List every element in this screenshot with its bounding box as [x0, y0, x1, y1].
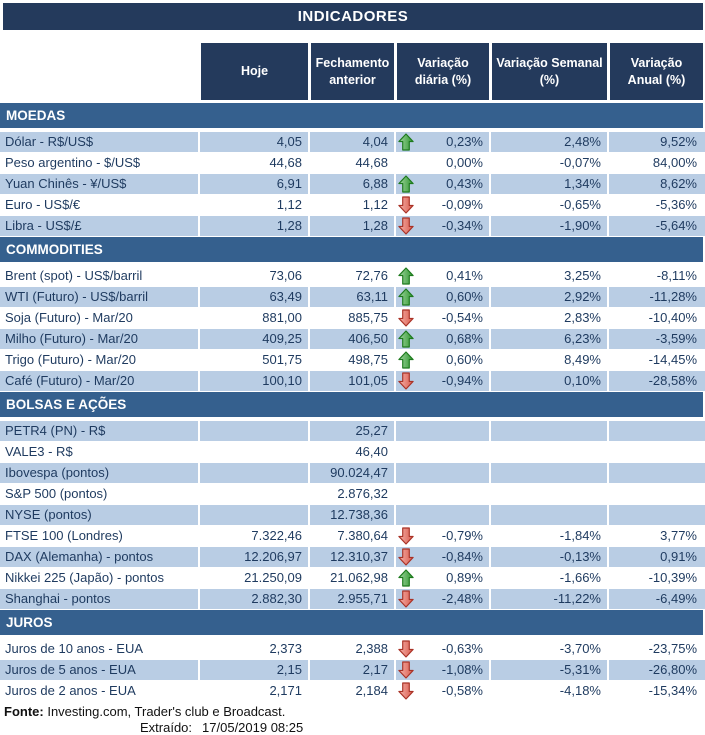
cell-variacao-semanal: -11,22% [489, 589, 607, 609]
cell-variacao-semanal: 0,10% [489, 371, 607, 391]
variacao-diaria-value: -0,34% [441, 218, 483, 233]
cell-fechamento-anterior: 12.310,37 [308, 547, 394, 567]
cell-variacao-diaria [394, 350, 489, 370]
cell-fechamento-anterior: 25,27 [308, 421, 394, 441]
cell-hoje: 21.250,09 [198, 568, 308, 588]
variacao-diaria-value: 0,00% [446, 155, 483, 170]
trend-arrow-slot [396, 351, 416, 369]
table-row [0, 505, 705, 526]
cell-variacao-semanal [489, 505, 607, 525]
cell-fechamento-anterior: 2,388 [308, 639, 394, 659]
cell-variacao-semanal: -0,07% [489, 153, 607, 173]
cell-variacao-anual: -8,11% [607, 266, 703, 286]
cell-fechamento-anterior: 885,75 [308, 308, 394, 328]
cell-hoje: 1,28 [198, 216, 308, 236]
cell-variacao-anual: 84,00% [607, 153, 703, 173]
table-row [0, 153, 705, 174]
down-arrow-icon [398, 661, 414, 679]
cell-fechamento-anterior: 21.062,98 [308, 568, 394, 588]
cell-variacao-diaria [394, 308, 489, 328]
section-header-moedas: MOEDAS [0, 103, 703, 128]
cell-hoje: 63,49 [198, 287, 308, 307]
cell-hoje: 73,06 [198, 266, 308, 286]
up-arrow-icon [398, 330, 414, 348]
down-arrow-icon [398, 590, 414, 608]
row-label: Yuan Chinês - ¥/US$ [5, 176, 127, 191]
cell-hoje: 44,68 [198, 153, 308, 173]
column-header-fechamento-anterior: Fechamento anterior [308, 43, 394, 100]
extracted-line [0, 720, 705, 735]
trend-arrow-slot [396, 661, 416, 679]
trend-arrow-slot [396, 569, 416, 587]
trend-arrow-slot [396, 682, 416, 700]
cell-variacao-diaria [394, 266, 489, 286]
row-label: Libra - US$/£ [5, 218, 82, 233]
cell-hoje [198, 484, 308, 504]
cell-fechamento-anterior: 12.738,36 [308, 505, 394, 525]
cell-variacao-diaria [394, 421, 489, 441]
trend-arrow-slot [396, 309, 416, 327]
extracted-label: Extraído: [140, 720, 193, 735]
cell-variacao-anual [607, 505, 703, 525]
table-row [0, 329, 705, 350]
cell-variacao-diaria [394, 589, 489, 609]
cell-fechamento-anterior: 6,88 [308, 174, 394, 194]
column-header-variacao-anual: Variação Anual (%) [607, 43, 703, 100]
cell-fechamento-anterior: 1,28 [308, 216, 394, 236]
down-arrow-icon [398, 548, 414, 566]
row-label: Soja (Futuro) - Mar/20 [5, 310, 133, 325]
page-title: INDICADORES [3, 3, 703, 30]
row-label: Milho (Futuro) - Mar/20 [5, 331, 138, 346]
cell-variacao-anual: -3,59% [607, 329, 703, 349]
row-label: Ibovespa (pontos) [5, 465, 110, 480]
footer [0, 704, 705, 735]
table-row [0, 547, 705, 568]
up-arrow-icon [398, 267, 414, 285]
cell-variacao-anual: 3,77% [607, 526, 703, 546]
cell-variacao-diaria [394, 442, 489, 462]
cell-variacao-semanal: -4,18% [489, 681, 607, 701]
cell-variacao-diaria [394, 526, 489, 546]
table-row [0, 421, 705, 442]
cell-hoje: 7.322,46 [198, 526, 308, 546]
variacao-diaria-value: 0,23% [446, 134, 483, 149]
cell-fechamento-anterior: 4,04 [308, 132, 394, 152]
column-header-hoje: Hoje [198, 43, 308, 100]
table-row [0, 174, 705, 195]
variacao-diaria-value: 0,60% [446, 352, 483, 367]
row-label: Juros de 5 anos - EUA [5, 662, 136, 677]
row-label: S&P 500 (pontos) [5, 486, 108, 501]
table-row [0, 526, 705, 547]
cell-variacao-anual: 0,91% [607, 547, 703, 567]
column-header-variacao-diaria: Variação diária (%) [394, 43, 489, 100]
cell-hoje: 2,373 [198, 639, 308, 659]
cell-hoje: 2,171 [198, 681, 308, 701]
cell-variacao-anual: -6,49% [607, 589, 703, 609]
cell-variacao-diaria [394, 681, 489, 701]
row-label: VALE3 - R$ [5, 444, 73, 459]
variacao-diaria-value: -2,48% [441, 591, 483, 606]
cell-variacao-diaria [394, 153, 489, 173]
cell-variacao-semanal: 8,49% [489, 350, 607, 370]
trend-arrow-slot [396, 267, 416, 285]
up-arrow-icon [398, 569, 414, 587]
variacao-diaria-value: 0,89% [446, 570, 483, 585]
variacao-diaria-value: -1,08% [441, 662, 483, 677]
cell-variacao-anual: -23,75% [607, 639, 703, 659]
down-arrow-icon [398, 309, 414, 327]
table-row [0, 350, 705, 371]
row-label: Shanghai - pontos [5, 591, 111, 606]
trend-arrow-slot [396, 133, 416, 151]
table-row [0, 639, 705, 660]
cell-variacao-diaria [394, 132, 489, 152]
cell-fechamento-anterior: 1,12 [308, 195, 394, 215]
table-row [0, 308, 705, 329]
down-arrow-icon [398, 196, 414, 214]
cell-variacao-anual: -11,28% [607, 287, 703, 307]
cell-hoje: 501,75 [198, 350, 308, 370]
cell-hoje: 881,00 [198, 308, 308, 328]
row-label: Trigo (Futuro) - Mar/20 [5, 352, 136, 367]
up-arrow-icon [398, 133, 414, 151]
table-row [0, 589, 705, 610]
cell-variacao-diaria [394, 505, 489, 525]
cell-variacao-anual: -5,64% [607, 216, 703, 236]
cell-fechamento-anterior: 2,17 [308, 660, 394, 680]
row-label: FTSE 100 (Londres) [5, 528, 123, 543]
cell-variacao-diaria [394, 547, 489, 567]
cell-variacao-anual: 9,52% [607, 132, 703, 152]
cell-variacao-semanal: -1,84% [489, 526, 607, 546]
cell-variacao-semanal: 3,25% [489, 266, 607, 286]
cell-variacao-anual: -26,80% [607, 660, 703, 680]
row-label: Café (Futuro) - Mar/20 [5, 373, 135, 388]
table-body [0, 103, 705, 702]
cell-hoje [198, 505, 308, 525]
cell-variacao-anual: -10,39% [607, 568, 703, 588]
header-corner-spacer [0, 43, 198, 100]
cell-hoje: 4,05 [198, 132, 308, 152]
table-row [0, 681, 705, 702]
cell-variacao-anual [607, 442, 703, 462]
table-row [0, 660, 705, 681]
cell-fechamento-anterior: 101,05 [308, 371, 394, 391]
row-label: Nikkei 225 (Japão) - pontos [5, 570, 164, 585]
cell-variacao-semanal [489, 442, 607, 462]
cell-hoje [198, 442, 308, 462]
cell-variacao-diaria [394, 371, 489, 391]
section-header-bolsas-e-acoes: BOLSAS E AÇÕES [0, 392, 703, 417]
section-header-juros: JUROS [0, 610, 703, 635]
cell-fechamento-anterior: 44,68 [308, 153, 394, 173]
cell-variacao-semanal: -1,90% [489, 216, 607, 236]
cell-variacao-anual: 8,62% [607, 174, 703, 194]
extracted-timestamp: 17/05/2019 08:25 [202, 720, 304, 735]
cell-variacao-anual [607, 421, 703, 441]
cell-variacao-anual [607, 484, 703, 504]
source-text: Investing.com, Trader's club e Broadcast. [47, 704, 286, 719]
cell-variacao-semanal: -1,66% [489, 568, 607, 588]
row-label: Juros de 2 anos - EUA [5, 683, 136, 698]
trend-arrow-slot [396, 217, 416, 235]
trend-arrow-slot [396, 288, 416, 306]
column-header-variacao-semanal: Variação Semanal (%) [489, 43, 607, 100]
variacao-diaria-value: 0,43% [446, 176, 483, 191]
cell-hoje: 6,91 [198, 174, 308, 194]
trend-arrow-slot [396, 527, 416, 545]
cell-variacao-semanal [489, 484, 607, 504]
row-label: PETR4 (PN) - R$ [5, 423, 106, 438]
cell-fechamento-anterior: 90.024,47 [308, 463, 394, 483]
cell-fechamento-anterior: 2,184 [308, 681, 394, 701]
cell-variacao-diaria [394, 463, 489, 483]
table-row [0, 463, 705, 484]
cell-variacao-semanal: 2,92% [489, 287, 607, 307]
source-line [0, 704, 705, 720]
cell-variacao-anual [607, 463, 703, 483]
variacao-diaria-value: -0,09% [441, 197, 483, 212]
section-header-commodities: COMMODITIES [0, 237, 703, 262]
table-row [0, 287, 705, 308]
cell-fechamento-anterior: 2.955,71 [308, 589, 394, 609]
trend-arrow-slot [396, 548, 416, 566]
cell-variacao-anual: -14,45% [607, 350, 703, 370]
variacao-diaria-value: -0,54% [441, 310, 483, 325]
cell-variacao-diaria [394, 568, 489, 588]
row-label: DAX (Alemanha) - pontos [5, 549, 154, 564]
cell-variacao-semanal [489, 463, 607, 483]
up-arrow-icon [398, 351, 414, 369]
cell-variacao-semanal: 6,23% [489, 329, 607, 349]
cell-hoje [198, 463, 308, 483]
cell-hoje: 2.882,30 [198, 589, 308, 609]
trend-arrow-slot [396, 175, 416, 193]
cell-fechamento-anterior: 2.876,32 [308, 484, 394, 504]
table-row [0, 484, 705, 505]
cell-variacao-diaria [394, 195, 489, 215]
cell-hoje [198, 421, 308, 441]
cell-variacao-anual: -10,40% [607, 308, 703, 328]
cell-variacao-diaria [394, 660, 489, 680]
indicators-sheet [0, 3, 705, 735]
table-row [0, 216, 705, 237]
cell-hoje: 100,10 [198, 371, 308, 391]
variacao-diaria-value: 0,41% [446, 268, 483, 283]
cell-variacao-semanal: 1,34% [489, 174, 607, 194]
up-arrow-icon [398, 175, 414, 193]
row-label: WTI (Futuro) - US$/barril [5, 289, 149, 304]
cell-variacao-diaria [394, 174, 489, 194]
cell-variacao-diaria [394, 287, 489, 307]
cell-variacao-diaria [394, 216, 489, 236]
up-arrow-icon [398, 288, 414, 306]
trend-arrow-slot [396, 590, 416, 608]
variacao-diaria-value: -0,58% [441, 683, 483, 698]
trend-arrow-slot [396, 330, 416, 348]
row-label: Dólar - R$/US$ [5, 134, 94, 149]
cell-hoje: 2,15 [198, 660, 308, 680]
cell-fechamento-anterior: 406,50 [308, 329, 394, 349]
row-label: Euro - US$/€ [5, 197, 81, 212]
variacao-diaria-value: -0,79% [441, 528, 483, 543]
cell-variacao-diaria [394, 484, 489, 504]
table-row [0, 568, 705, 589]
cell-variacao-anual: -15,34% [607, 681, 703, 701]
trend-arrow-slot [396, 372, 416, 390]
row-label: NYSE (pontos) [5, 507, 92, 522]
cell-variacao-semanal: 2,48% [489, 132, 607, 152]
table-row [0, 266, 705, 287]
cell-variacao-semanal: -0,65% [489, 195, 607, 215]
cell-variacao-anual: -28,58% [607, 371, 703, 391]
row-label: Juros de 10 anos - EUA [5, 641, 144, 656]
cell-fechamento-anterior: 72,76 [308, 266, 394, 286]
variacao-diaria-value: 0,60% [446, 289, 483, 304]
table-row [0, 442, 705, 463]
variacao-diaria-value: 0,68% [446, 331, 483, 346]
row-label: Peso argentino - $/US$ [5, 155, 141, 170]
cell-variacao-semanal: -3,70% [489, 639, 607, 659]
down-arrow-icon [398, 640, 414, 658]
cell-variacao-semanal: 2,83% [489, 308, 607, 328]
trend-arrow-slot [396, 196, 416, 214]
source-label: Fonte: [4, 704, 44, 719]
cell-fechamento-anterior: 46,40 [308, 442, 394, 462]
variacao-diaria-value: -0,63% [441, 641, 483, 656]
cell-hoje: 1,12 [198, 195, 308, 215]
trend-arrow-slot [396, 640, 416, 658]
table-row [0, 195, 705, 216]
cell-variacao-semanal: -0,13% [489, 547, 607, 567]
cell-hoje: 12.206,97 [198, 547, 308, 567]
cell-variacao-anual: -5,36% [607, 195, 703, 215]
cell-variacao-diaria [394, 639, 489, 659]
cell-variacao-semanal: -5,31% [489, 660, 607, 680]
down-arrow-icon [398, 372, 414, 390]
down-arrow-icon [398, 527, 414, 545]
cell-fechamento-anterior: 63,11 [308, 287, 394, 307]
variacao-diaria-value: -0,94% [441, 373, 483, 388]
cell-hoje: 409,25 [198, 329, 308, 349]
table-header-row [0, 43, 705, 100]
cell-fechamento-anterior: 7.380,64 [308, 526, 394, 546]
variacao-diaria-value: -0,84% [441, 549, 483, 564]
table-row [0, 132, 705, 153]
down-arrow-icon [398, 217, 414, 235]
down-arrow-icon [398, 682, 414, 700]
table-row [0, 371, 705, 392]
cell-fechamento-anterior: 498,75 [308, 350, 394, 370]
cell-variacao-semanal [489, 421, 607, 441]
cell-variacao-diaria [394, 329, 489, 349]
row-label: Brent (spot) - US$/barril [5, 268, 143, 283]
